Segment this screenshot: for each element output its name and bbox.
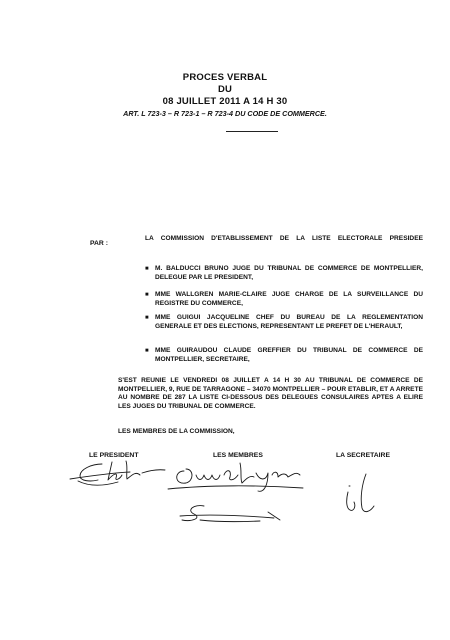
document-title: PROCES VERBAL [182, 72, 268, 83]
commission-line: LA COMMISSION D'ETABLISSEMENT DE LA LISTE ELECTORALE PRESIDEE [145, 235, 423, 242]
secretary-signature [340, 470, 385, 520]
title-divider [226, 131, 278, 132]
bullet-icon: ■ [145, 348, 149, 354]
bullet-icon: ■ [145, 292, 149, 298]
member-signature-guigui [178, 500, 288, 530]
president-label: LE PRESIDENT [89, 452, 139, 459]
secretary-label: LA SECRETAIRE [336, 452, 390, 459]
president-signature [70, 455, 170, 490]
meeting-date: 08 JUILLET 2011 A 14 H 30 [162, 96, 288, 107]
member-item-2: MME WALLGREN MARIE-CLAIRE JUGE CHARGE DE LA SURVEILLANCE DU REGISTRE DU COMMERCE, [155, 291, 423, 307]
bullet-icon: ■ [145, 315, 149, 321]
title-du: DU [217, 84, 233, 95]
par-label: PAR : [90, 240, 108, 247]
member-item-3: MME GUIGUI JACQUELINE CHEF DU BUREAU DE LA REGLEMENTATION GENERALE ET DES ELECTIONS, REPRESENTANT LE PREFET DE L'HERAULT, [155, 314, 423, 330]
member-item-1: M. BALDUCCI BRUNO JUGE DU TRIBUNAL DE COMMERCE DE MONTPELLIER, DELEGUE PAR LE PRESIDENT, [155, 265, 423, 281]
members-label: LES MEMBRES [213, 452, 263, 459]
members-intro: LES MEMBRES DE LA COMMISSION, [118, 428, 235, 435]
member-signature-wallgren [168, 455, 308, 495]
member-item-4: MME GUIRAUDOU CLAUDE GREFFIER DU TRIBUNAL DE COMMERCE DE MONTPELLIER, SECRETAIRE, [155, 347, 423, 363]
meeting-statement: S'EST REUNIE LE VENDREDI 08 JUILLET A 14 H 30 AU TRIBUNAL DE COMMERCE DE MONTPELLIER, 9, RUE DE TARRAGONE – 34070 MONTPELLIER – POUR ETABLIR, ET A ARRETE AU NOMBRE DE 287 LA LISTE CI-DESSOUS DES DELEGUES CONSULAIRES APTES A ELIRE LES JUGES DU TRIBUNAL DE COMMERCE. [118, 377, 423, 410]
bullet-icon: ■ [145, 266, 149, 272]
legal-articles: ART. L 723-3 – R 723-1 – R 723-4 DU CODE DE COMMERCE. [123, 109, 327, 118]
